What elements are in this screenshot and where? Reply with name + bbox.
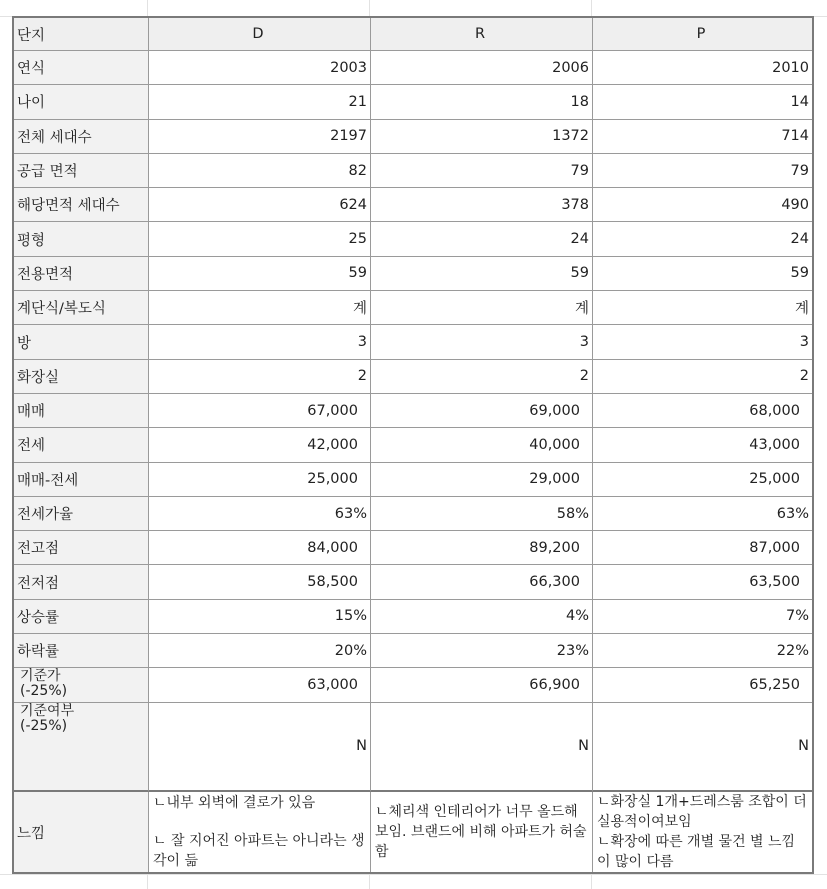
table-cell-p[interactable]: 59 bbox=[593, 257, 812, 291]
table-cell-r[interactable]: 2 bbox=[371, 360, 593, 394]
row-label[interactable]: 화장실 bbox=[14, 360, 149, 394]
table-cell-r[interactable]: 4% bbox=[371, 600, 593, 634]
feeling-note-text bbox=[375, 802, 588, 862]
table-cell-p[interactable]: 2010 bbox=[593, 51, 812, 85]
table-cell-d[interactable]: 58,500 bbox=[149, 565, 371, 599]
row-label[interactable]: 전용면적 bbox=[14, 257, 149, 291]
row-label[interactable]: 해당면적 세대수 bbox=[14, 188, 149, 222]
row-label[interactable]: 전고점 bbox=[14, 531, 149, 565]
table-cell-p[interactable]: 계 bbox=[593, 291, 812, 325]
row-label-feeling[interactable]: 느낌 bbox=[14, 792, 149, 872]
row-label[interactable]: 매매-전세 bbox=[14, 463, 149, 497]
table-cell-d[interactable]: 84,000 bbox=[149, 531, 371, 565]
feeling-note-text bbox=[153, 793, 366, 871]
table-cell-d[interactable]: 15% bbox=[149, 600, 371, 634]
table-cell-p[interactable]: 43,000 bbox=[593, 428, 812, 462]
table-cell-d[interactable]: 59 bbox=[149, 257, 371, 291]
table-cell-p[interactable]: 22% bbox=[593, 634, 812, 668]
table-cell-d[interactable]: 21 bbox=[149, 85, 371, 119]
table-cell-d[interactable]: 82 bbox=[149, 154, 371, 188]
feeling-note-text bbox=[597, 792, 808, 872]
table-cell-r[interactable]: N bbox=[371, 703, 593, 792]
table-cell-d[interactable]: 20% bbox=[149, 634, 371, 668]
table-cell-r[interactable]: 378 bbox=[371, 188, 593, 222]
row-label[interactable]: 공급 면적 bbox=[14, 154, 149, 188]
table-cell-r[interactable]: 29,000 bbox=[371, 463, 593, 497]
table-cell-r[interactable]: 3 bbox=[371, 325, 593, 359]
row-label[interactable]: 상승률 bbox=[14, 600, 149, 634]
table-cell-p[interactable]: 63% bbox=[593, 497, 812, 531]
table-cell-p[interactable]: 7% bbox=[593, 600, 812, 634]
row-label[interactable]: 방 bbox=[14, 325, 149, 359]
feeling-note-line: ㄴ내부 외벽에 결로가 있음 bbox=[153, 795, 316, 811]
table-cell-d[interactable]: 25,000 bbox=[149, 463, 371, 497]
comparison-table bbox=[12, 16, 814, 874]
table-cell-p[interactable]: 24 bbox=[593, 222, 812, 256]
table-cell-d[interactable]: 25 bbox=[149, 222, 371, 256]
table-cell-r[interactable]: 2006 bbox=[371, 51, 593, 85]
row-label[interactable]: 전세 bbox=[14, 428, 149, 462]
row-label[interactable]: 전체 세대수 bbox=[14, 120, 149, 154]
table-cell-d[interactable]: 624 bbox=[149, 188, 371, 222]
table-cell-p[interactable]: 3 bbox=[593, 325, 812, 359]
row-label[interactable]: 나이 bbox=[14, 85, 149, 119]
table-cell-d[interactable]: 63,000 bbox=[149, 668, 371, 702]
row-label[interactable]: 기준가 (-25%) bbox=[14, 668, 149, 702]
table-cell-r[interactable]: 23% bbox=[371, 634, 593, 668]
column-header-p[interactable]: P bbox=[593, 18, 812, 51]
table-cell-d[interactable]: 2 bbox=[149, 360, 371, 394]
row-label[interactable]: 계단식/복도식 bbox=[14, 291, 149, 325]
header-cell-complex[interactable]: 단지 bbox=[14, 18, 149, 51]
column-header-d[interactable]: D bbox=[149, 18, 371, 51]
table-cell-p[interactable]: N bbox=[593, 703, 812, 792]
table-cell-p[interactable]: 490 bbox=[593, 188, 812, 222]
table-cell-d[interactable]: 67,000 bbox=[149, 394, 371, 428]
table-cell-r[interactable]: 58% bbox=[371, 497, 593, 531]
table-cell-r[interactable]: 1372 bbox=[371, 120, 593, 154]
table-cell-d[interactable]: N bbox=[149, 703, 371, 792]
table-cell-r[interactable]: 59 bbox=[371, 257, 593, 291]
table-cell-p[interactable]: 68,000 bbox=[593, 394, 812, 428]
table-cell-r[interactable]: 계 bbox=[371, 291, 593, 325]
table-cell-d[interactable]: 3 bbox=[149, 325, 371, 359]
table-cell-d[interactable]: 63% bbox=[149, 497, 371, 531]
table-cell-r[interactable]: 79 bbox=[371, 154, 593, 188]
feeling-note-p[interactable] bbox=[593, 792, 812, 872]
row-label[interactable]: 전저점 bbox=[14, 565, 149, 599]
row-label[interactable]: 연식 bbox=[14, 51, 149, 85]
table-cell-d[interactable]: 42,000 bbox=[149, 428, 371, 462]
row-label[interactable]: 평형 bbox=[14, 222, 149, 256]
table-cell-p[interactable]: 714 bbox=[593, 120, 812, 154]
feeling-note-line: ㄴ화장실 1개+드레스룸 조합이 더 실용적이여보임 bbox=[597, 794, 807, 830]
table-cell-d[interactable]: 2197 bbox=[149, 120, 371, 154]
table-cell-d[interactable]: 2003 bbox=[149, 51, 371, 85]
table-cell-p[interactable]: 87,000 bbox=[593, 531, 812, 565]
table-cell-r[interactable]: 89,200 bbox=[371, 531, 593, 565]
table-cell-p[interactable]: 79 bbox=[593, 154, 812, 188]
feeling-note-line: ㄴ확장에 따른 개별 물건 별 느낌이 많이 다름 bbox=[597, 834, 796, 870]
feeling-note-d[interactable] bbox=[149, 792, 371, 872]
table-cell-r[interactable]: 40,000 bbox=[371, 428, 593, 462]
column-header-r[interactable]: R bbox=[371, 18, 593, 51]
feeling-note-line: ㄴ 잘 지어진 아파트는 아니라는 생각이 듦 bbox=[153, 833, 365, 869]
table-cell-r[interactable]: 69,000 bbox=[371, 394, 593, 428]
table-cell-r[interactable]: 66,900 bbox=[371, 668, 593, 702]
table-cell-p[interactable]: 25,000 bbox=[593, 463, 812, 497]
row-label[interactable]: 전세가율 bbox=[14, 497, 149, 531]
table-cell-r[interactable]: 66,300 bbox=[371, 565, 593, 599]
table-cell-r[interactable]: 18 bbox=[371, 85, 593, 119]
row-label[interactable]: 매매 bbox=[14, 394, 149, 428]
table-cell-r[interactable]: 24 bbox=[371, 222, 593, 256]
table-cell-p[interactable]: 2 bbox=[593, 360, 812, 394]
row-label[interactable]: 하락률 bbox=[14, 634, 149, 668]
table-cell-p[interactable]: 14 bbox=[593, 85, 812, 119]
table-cell-d[interactable]: 계 bbox=[149, 291, 371, 325]
table-cell-p[interactable]: 65,250 bbox=[593, 668, 812, 702]
row-label[interactable]: 기준여부 (-25%) bbox=[14, 703, 149, 792]
table-cell-p[interactable]: 63,500 bbox=[593, 565, 812, 599]
feeling-note-r[interactable] bbox=[371, 792, 593, 872]
feeling-note-line: ㄴ체리색 인테리어가 너무 올드해 보임. 브랜드에 비해 아파트가 허술함 bbox=[375, 804, 587, 860]
